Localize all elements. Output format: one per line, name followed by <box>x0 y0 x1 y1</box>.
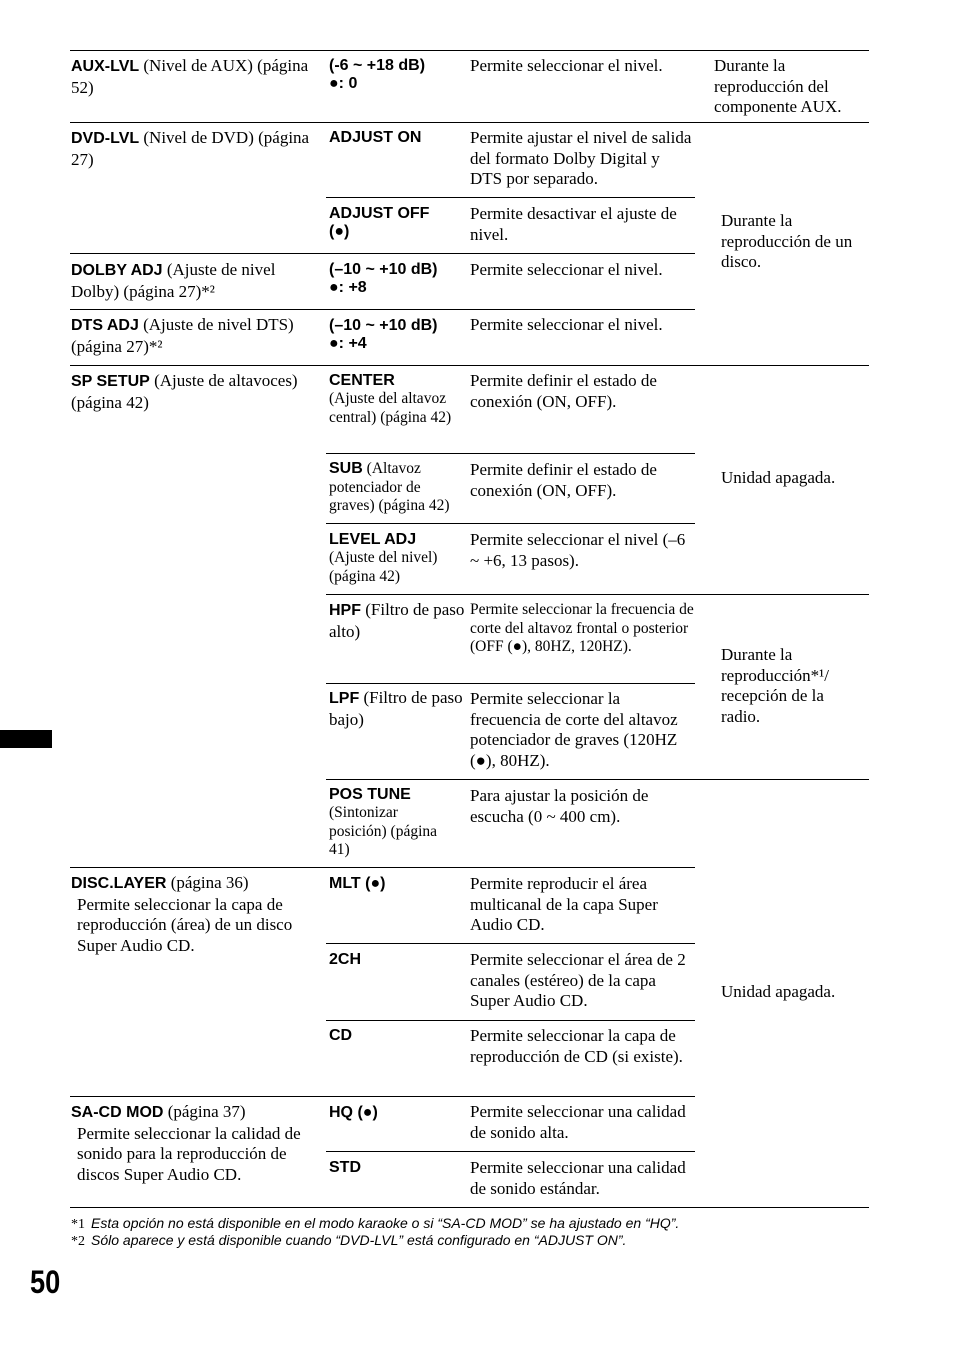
setting-long-desc: Permite seleccionar la calidad de sonido para la reproducción de discos Super Audio CD. <box>77 1123 301 1184</box>
setting-desc: (Nivel de DVD) (página 27) <box>71 128 310 169</box>
option-label: ADJUST OFF <box>329 205 430 222</box>
option-default: ●: 0 <box>329 75 358 92</box>
condition-playback-radio: Durante la reproducción*¹/ recepción de la radio. <box>721 645 830 726</box>
option-desc: Permite definir el estado de conexión (ON, OFF). <box>470 371 657 411</box>
row-rule <box>70 122 869 123</box>
option-label: (-6 ~ +18 dB) <box>329 57 426 74</box>
option-label: HQ (●) <box>329 1104 378 1121</box>
row-rule <box>326 779 869 780</box>
setting-sacd-mod <box>71 1102 317 1185</box>
option-label: POS TUNE <box>329 786 411 803</box>
footnote-2 <box>71 1232 626 1250</box>
option-label: MLT (●) <box>329 875 386 892</box>
option-label: SUB <box>329 460 363 477</box>
setting-desc: (Ajuste de nivel DTS) (página 27)*² <box>71 315 294 356</box>
condition-unit-off: Unidad apagada. <box>721 468 836 487</box>
option-default: (●) <box>329 223 350 240</box>
option-sub: (Filtro de paso alto) <box>329 600 465 641</box>
row-rule <box>70 309 695 310</box>
row-rule <box>326 1151 695 1152</box>
footnote-1 <box>71 1215 679 1233</box>
option-pos-tune <box>329 786 465 860</box>
row-rule <box>326 943 695 944</box>
condition-disc-playback: Durante la reproducción de un disco. <box>721 211 853 271</box>
row-rule <box>326 523 695 524</box>
setting-dts-adj <box>71 315 317 357</box>
row-rule <box>326 453 695 454</box>
row-rule <box>70 253 695 254</box>
option-label: STD <box>329 1159 361 1176</box>
option-lpf <box>329 688 465 730</box>
setting-title: DISC.LAYER <box>71 875 167 892</box>
condition-unit-off-2: Unidad apagada. <box>721 982 836 1001</box>
option-label: (–10 ~ +10 dB) <box>329 317 438 334</box>
page-number: 50 <box>30 1264 61 1300</box>
section-tab-marker <box>0 730 52 748</box>
option-sub: (Ajuste del nivel) (página 42) <box>329 549 438 585</box>
option-default: ●: +4 <box>329 335 367 352</box>
option-sub: (Filtro de paso bajo) <box>329 688 463 729</box>
setting-title: DOLBY ADJ <box>71 262 163 279</box>
option-sub: (Sintonizar posición) (página 41) <box>329 804 438 858</box>
table-bottom-rule <box>70 1207 869 1208</box>
table-top-rule <box>70 50 869 51</box>
option-aux-range <box>329 57 465 93</box>
option-desc: Permite seleccionar el nivel. <box>470 260 663 279</box>
option-desc: Permite seleccionar una calidad de sonido estándar. <box>470 1158 686 1198</box>
option-desc: Permite ajustar el nivel de salida del formato Dolby Digital y DTS por separado. <box>470 128 692 188</box>
option-dts-range <box>329 317 465 353</box>
row-rule <box>326 197 695 198</box>
setting-title: SP SETUP <box>71 373 150 390</box>
option-level-adj <box>329 531 465 586</box>
option-desc: Permite seleccionar una calidad de sonido alta. <box>470 1102 686 1142</box>
row-rule <box>326 594 869 595</box>
option-desc: Permite seleccionar la frecuencia de corte del altavoz frontal o posterior (OFF (●), 80HZ, 120HZ). <box>470 601 694 655</box>
setting-desc: (Ajuste de altavoces) (página 42) <box>71 371 298 412</box>
option-adjust-off <box>329 205 465 241</box>
option-dolby-range <box>329 261 465 297</box>
option-label: LPF <box>329 690 360 707</box>
option-label: 2CH <box>329 951 362 968</box>
option-desc: Permite seleccionar la frecuencia de corte del altavoz potenciador de graves (120HZ (●), 80HZ). <box>470 689 678 770</box>
option-desc: Permite seleccionar el nivel (–6 ~ +6, 13 pasos). <box>470 530 686 570</box>
option-desc: Para ajustar la posición de escucha (0 ~ 400 cm). <box>470 786 649 826</box>
footnote-text: Esta opción no está disponible en el modo karaoke o si “SA-CD MOD” se ha ajustado en “HQ”. <box>91 1215 680 1231</box>
setting-long-desc: Permite seleccionar la capa de reproducción (área) de un disco Super Audio CD. <box>77 894 293 955</box>
setting-title: SA-CD MOD <box>71 1104 164 1121</box>
option-sub: (Altavoz potenciador de graves) (página 42) <box>329 460 450 514</box>
option-label: CENTER <box>329 372 395 389</box>
option-label: ADJUST ON <box>329 129 422 146</box>
row-rule <box>70 365 869 366</box>
option-desc: Permite seleccionar la capa de reproducción de CD (si existe). <box>470 1026 683 1066</box>
footnote-mark: *1 <box>71 1217 85 1232</box>
option-hpf <box>329 600 465 642</box>
setting-disc-layer <box>71 873 317 956</box>
setting-desc: (Ajuste de nivel Dolby) (página 27)*² <box>71 260 276 301</box>
footnote-text: Sólo aparece y está disponible cuando “DVD-LVL” está configurado en “ADJUST ON”. <box>91 1232 627 1248</box>
setting-desc: (página 37) <box>163 1102 246 1121</box>
option-sub-woofer <box>329 460 465 516</box>
setting-desc: (Nivel de AUX) (página 52) <box>71 56 309 97</box>
row-rule <box>326 683 695 684</box>
option-center <box>329 372 465 427</box>
setting-aux-lvl <box>71 56 317 98</box>
footnote-mark: *2 <box>71 1234 85 1249</box>
option-label: (–10 ~ +10 dB) <box>329 261 438 278</box>
condition-aux: Durante la reproducción del componente AUX. <box>714 56 842 116</box>
option-desc: Permite definir el estado de conexión (ON, OFF). <box>470 460 657 500</box>
option-label: LEVEL ADJ <box>329 531 417 548</box>
option-desc: Permite seleccionar el nivel. <box>470 56 663 75</box>
setting-desc: (página 36) <box>166 873 249 892</box>
setting-title: DTS ADJ <box>71 317 139 334</box>
setting-sp-setup <box>71 371 317 413</box>
setting-title: DVD-LVL <box>71 130 140 147</box>
row-rule <box>326 1020 695 1021</box>
setting-dvd-lvl <box>71 128 317 170</box>
setting-dolby-adj <box>71 260 317 302</box>
row-rule <box>70 867 695 868</box>
option-desc: Permite seleccionar el área de 2 canales (estéreo) de la capa Super Audio CD. <box>470 950 686 1010</box>
option-desc: Permite seleccionar el nivel. <box>470 315 663 334</box>
option-label: HPF <box>329 602 361 619</box>
row-rule <box>70 1096 695 1097</box>
option-default: ●: +8 <box>329 279 367 296</box>
option-sub: (Ajuste del altavoz central) (página 42) <box>329 390 452 426</box>
option-desc: Permite desactivar el ajuste de nivel. <box>470 204 677 244</box>
option-desc: Permite reproducir el área multicanal de la capa Super Audio CD. <box>470 874 658 934</box>
setting-title: AUX-LVL <box>71 58 140 75</box>
option-label: CD <box>329 1027 353 1044</box>
